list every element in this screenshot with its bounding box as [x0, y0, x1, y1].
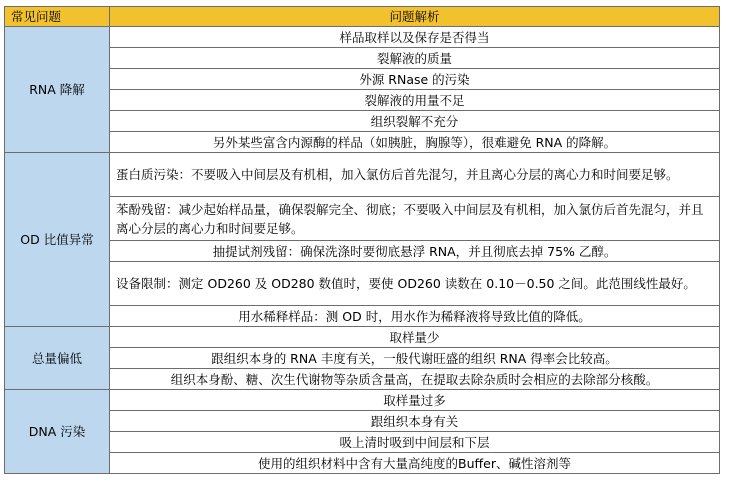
qa-table: [4, 6, 720, 474]
analysis-cell: 跟组织本身有关: [110, 411, 720, 432]
table-row: [5, 411, 720, 432]
header-analysis: 问题解析: [110, 7, 720, 27]
analysis-cell: 样品取样以及保存是否得当: [110, 27, 720, 48]
table-row: [5, 369, 720, 390]
analysis-cell: 吸上清时吸到中间层和下层: [110, 432, 720, 453]
analysis-cell: 抽提试剂残留：确保洗涤时要彻底悬浮 RNA，并且彻底去掉 75% 乙醇。: [110, 241, 720, 262]
table-row: [5, 327, 720, 348]
analysis-cell: 裂解液的用量不足: [110, 90, 720, 111]
analysis-cell: 裂解液的质量: [110, 48, 720, 69]
table-row: [5, 453, 720, 474]
header-row: [5, 7, 720, 27]
table-row: [5, 390, 720, 411]
analysis-cell: 外源 RNase 的污染: [110, 69, 720, 90]
analysis-cell: 取样量少: [110, 327, 720, 348]
table-row: [5, 241, 720, 262]
table-row: [5, 132, 720, 153]
category-low-yield: 总量偏低: [5, 327, 110, 390]
table-row: [5, 153, 720, 197]
table-row: [5, 111, 720, 132]
analysis-cell: 设备限制：测定 OD260 及 OD280 数值时，要使 OD260 读数在 0.10－0.50 之间。此范围线性最好。: [110, 262, 720, 306]
table-row: [5, 197, 720, 241]
category-od-ratio: OD 比值异常: [5, 153, 110, 327]
table-row: [5, 69, 720, 90]
table-row: [5, 262, 720, 306]
analysis-cell: 用水稀释样品：测 OD 时，用水作为稀释液将导致比值的降低。: [110, 306, 720, 327]
analysis-cell: 蛋白质污染：不要吸入中间层及有机相，加入氯仿后首先混匀，并且离心分层的离心力和时间要足够。: [110, 153, 720, 197]
analysis-cell: 使用的组织材料中含有大量高纯度的Buffer、碱性溶剂等: [110, 453, 720, 474]
category-dna-contamination: DNA 污染: [5, 390, 110, 474]
analysis-cell: 苯酚残留：减少起始样品量，确保裂解完全、彻底；不要吸入中间层及有机相，加入氯仿后首先混匀，并且离心分层的离心力和时间要足够。: [110, 197, 720, 241]
table-row: [5, 90, 720, 111]
header-common-problems: 常见问题: [5, 7, 110, 27]
analysis-cell: 另外某些富含内源酶的样品（如胰脏，胸腺等），很难避免 RNA 的降解。: [110, 132, 720, 153]
table-row: [5, 48, 720, 69]
table-row: [5, 432, 720, 453]
category-rna-degradation: RNA 降解: [5, 27, 110, 153]
analysis-cell: 组织本身酚、糖、次生代谢物等杂质含量高，在提取去除杂质时会相应的去除部分核酸。: [110, 369, 720, 390]
table-row: [5, 306, 720, 327]
analysis-cell: 跟组织本身的 RNA 丰度有关，一般代谢旺盛的组织 RNA 得率会比较高。: [110, 348, 720, 369]
analysis-cell: 组织裂解不充分: [110, 111, 720, 132]
analysis-cell: 取样量过多: [110, 390, 720, 411]
table-row: [5, 348, 720, 369]
table-row: [5, 27, 720, 48]
